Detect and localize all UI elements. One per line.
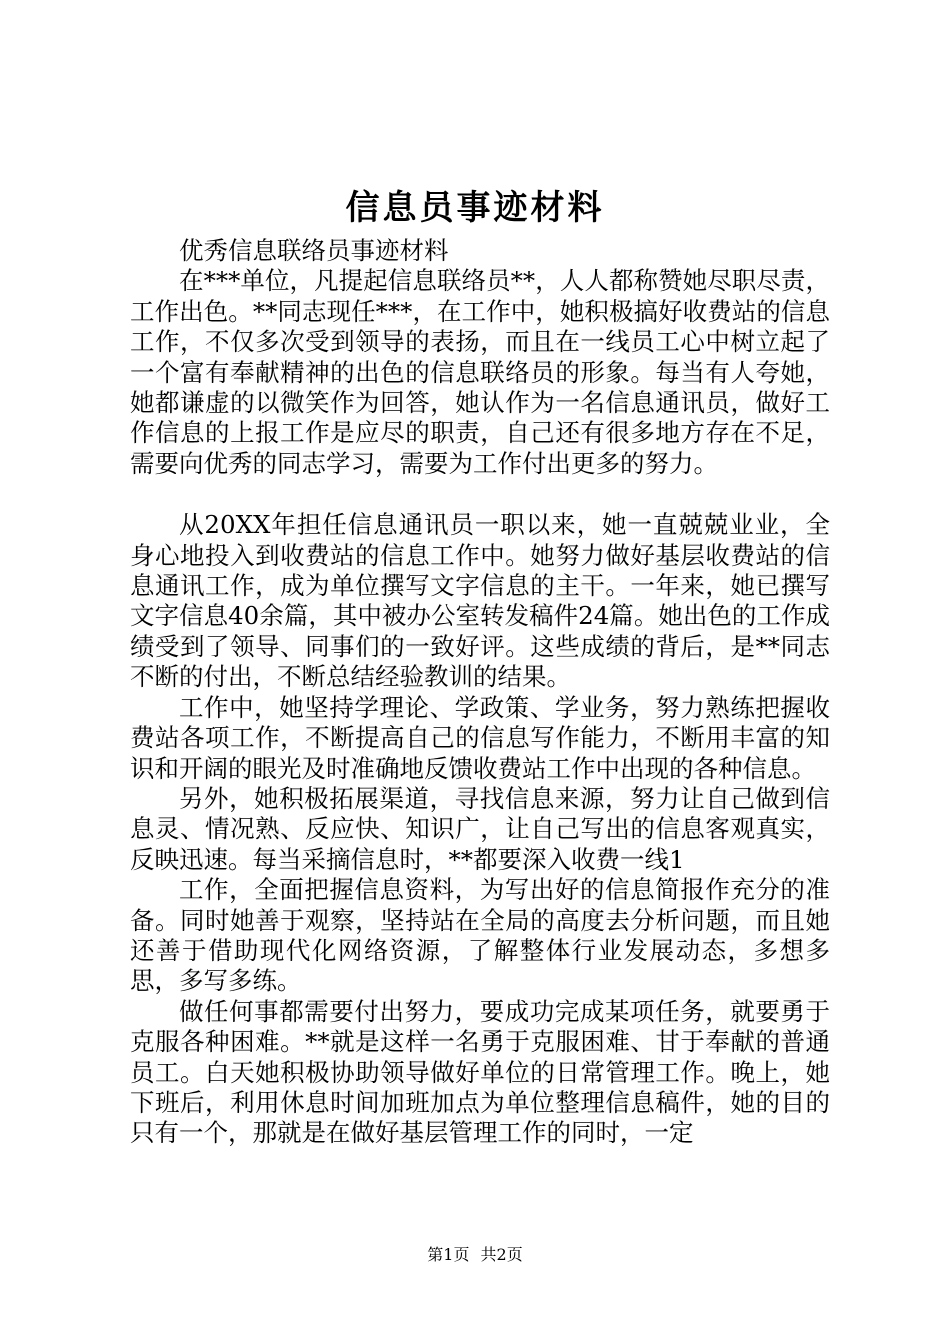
page-footer [0, 1244, 950, 1266]
page-number-total: 共2页 [480, 1245, 523, 1264]
page-number-current: 第1页 [427, 1245, 470, 1264]
body-paragraph: 工作中，她坚持学理论、学政策、学业务，努力熟练把握收费站各项工作，不断提高自己的信息写作能力，不断用丰富的知识和开阔的眼光及时准确地反馈收费站工作中出现的各种信息。 [130, 692, 830, 783]
paragraph-spacer [130, 479, 830, 510]
body-paragraph: 工作，全面把握信息资料，为写出好的信息简报作充分的准备。同时她善于观察，坚持站在全局的高度去分析问题，而且她还善于借助现代化网络资源，了解整体行业发展动态，多想多思，多写多练。 [130, 875, 830, 996]
document-title: 信息员事迹材料 [345, 188, 605, 228]
body-paragraph: 从20XX年担任信息通讯员一职以来，她一直兢兢业业，全身心地投入到收费站的信息工作中。她努力做好基层收费站的信息通讯工作，成为单位撰写文字信息的主干。一年来，她已撰写文字信息40余篇，其中被办公室转发稿件24篇。她出色的工作成绩受到了领导、同事们的一致好评。这些成绩的背后，是**同志不断的付出，不断总结经验教训的结果。 [130, 510, 830, 692]
body-paragraph: 在***单位，凡提起信息联络员**，人人都称赞她尽职尽责，工作出色。**同志现任***，在工作中，她积极搞好收费站的信息工作，不仅多次受到领导的表扬，而且在一线员工心中树立起了一个富有奉献精神的出色的信息联络员的形象。每当有人夸她，她都谦虚的以微笑作为回答，她认作为一名信息通讯员，做好工作信息的上报工作是应尽的职责，自己还有很多地方存在不足，需要向优秀的同志学习，需要为工作付出更多的努力。 [130, 266, 830, 478]
document-body [130, 236, 830, 1149]
body-paragraph: 另外，她积极拓展渠道，寻找信息来源，努力让自己做到信息灵、情况熟、反应快、知识广，让自己写出的信息客观真实，反映迅速。每当采摘信息时，**都要深入收费一线1 [130, 783, 830, 874]
body-paragraph: 做任何事都需要付出努力，要成功完成某项任务，就要勇于克服各种困难。**就是这样一名勇于克服困难、甘于奉献的普通员工。白天她积极协助领导做好单位的日常管理工作。晚上，她下班后，利用休息时间加班加点为单位整理信息稿件，她的目的只有一个，那就是在做好基层管理工作的同时，一定 [130, 996, 830, 1148]
subtitle-paragraph: 优秀信息联络员事迹材料 [179, 236, 449, 265]
